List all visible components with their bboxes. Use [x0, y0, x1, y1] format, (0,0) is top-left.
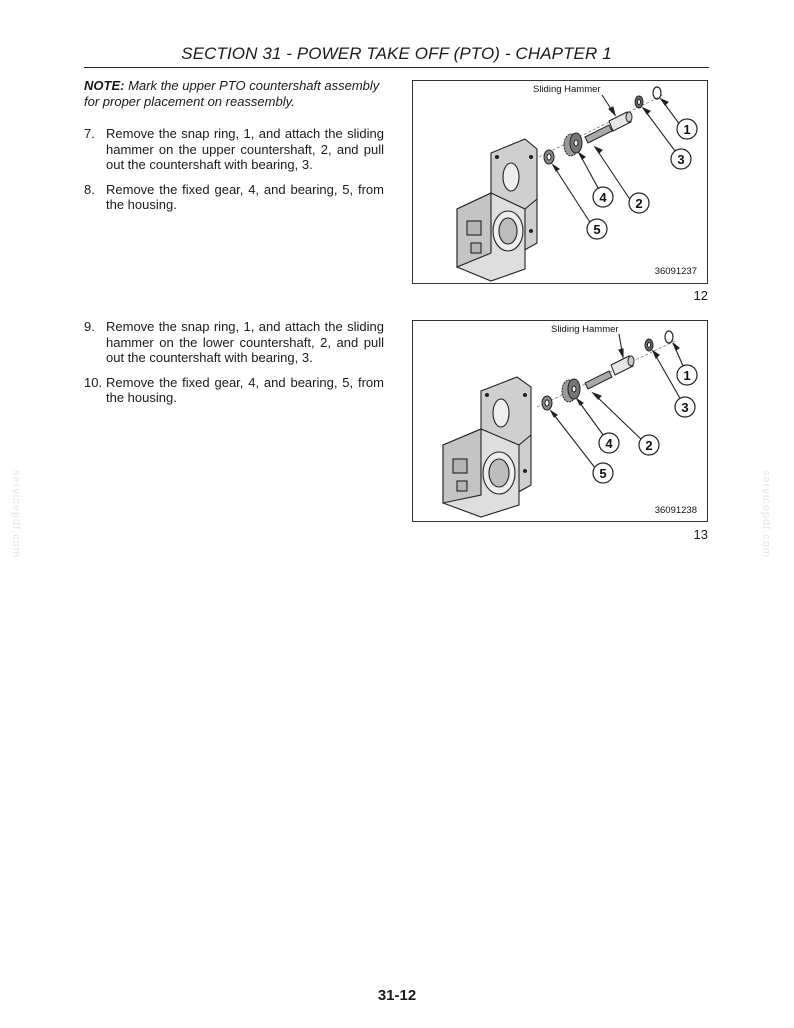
callout-circles — [593, 365, 697, 483]
pto-exploded-illustration-2 — [413, 321, 707, 521]
callout-5: 5 — [593, 222, 601, 237]
callout-5: 5 — [599, 466, 607, 481]
snap-ring-1-part — [653, 87, 661, 99]
watermark-right: servicepdf.com — [759, 470, 772, 558]
callout-3: 3 — [677, 152, 685, 167]
step-text: Remove the snap ring, 1, and attach the sliding hammer on the lower countershaft, 2, and pull out the countershaft with bearing, 3. — [106, 319, 384, 365]
step-number: 7. — [84, 126, 95, 141]
callout-4: 4 — [605, 436, 613, 451]
sliding-hammer-part — [611, 356, 634, 375]
callout-1: 1 — [683, 368, 691, 383]
part-code: 36091237 — [654, 266, 697, 277]
bearing-5-part — [542, 396, 552, 410]
callout-2: 2 — [635, 196, 643, 211]
note-text: Mark the upper PTO countershaft assembly for proper placement on reassembly. — [84, 78, 380, 109]
header-rule — [84, 67, 709, 68]
watermark-left: servicepdf.com — [9, 470, 22, 558]
pto-housing-illustration — [457, 139, 537, 281]
step-9 — [84, 319, 384, 366]
step-number: 10. — [84, 374, 103, 390]
sliding-hammer-part — [609, 112, 632, 131]
step-7 — [84, 126, 384, 173]
step-8 — [84, 182, 384, 213]
step-10 — [84, 375, 384, 406]
step-text: Remove the snap ring, 1, and attach the sliding hammer on the upper countershaft, 2, and pull out the countershaft with bearing, 3. — [106, 126, 384, 172]
countershaft-2-part — [585, 125, 612, 143]
text-column-1 — [84, 78, 384, 213]
text-column-2 — [84, 310, 384, 406]
page-number: 31-12 — [377, 987, 417, 1004]
countershaft-2-part — [585, 371, 612, 389]
figure-12 — [412, 80, 708, 284]
snap-ring-1-part — [665, 331, 673, 343]
figure-number-12: 12 — [693, 288, 708, 303]
pto-housing-illustration — [443, 377, 531, 517]
step-number: 8. — [84, 181, 95, 197]
bearing-5-part — [544, 150, 554, 164]
figure-number-13: 13 — [693, 527, 708, 542]
callout-3: 3 — [681, 400, 689, 415]
part-code: 36091238 — [654, 505, 697, 516]
note-label: NOTE: — [84, 78, 125, 93]
note-paragraph — [84, 78, 384, 109]
callout-circles — [587, 119, 697, 239]
step-text: Remove the fixed gear, 4, and bearing, 5, from the housing. — [106, 181, 384, 212]
callout-1: 1 — [683, 122, 691, 137]
step-number: 9. — [84, 319, 95, 334]
section-header: SECTION 31 - POWER TAKE OFF (PTO) - CHAPTER 1 — [181, 44, 612, 63]
step-text: Remove the fixed gear, 4, and bearing, 5, from the housing. — [106, 374, 384, 405]
bearing-3-part — [645, 339, 653, 351]
figure-13 — [412, 320, 708, 522]
sliding-hammer-label: Sliding Hammer — [533, 84, 601, 95]
callout-4: 4 — [599, 190, 607, 205]
callout-2: 2 — [645, 438, 653, 453]
pto-exploded-illustration-1 — [413, 81, 707, 283]
sliding-hammer-label: Sliding Hammer — [551, 324, 619, 335]
bearing-3-part — [635, 96, 643, 108]
